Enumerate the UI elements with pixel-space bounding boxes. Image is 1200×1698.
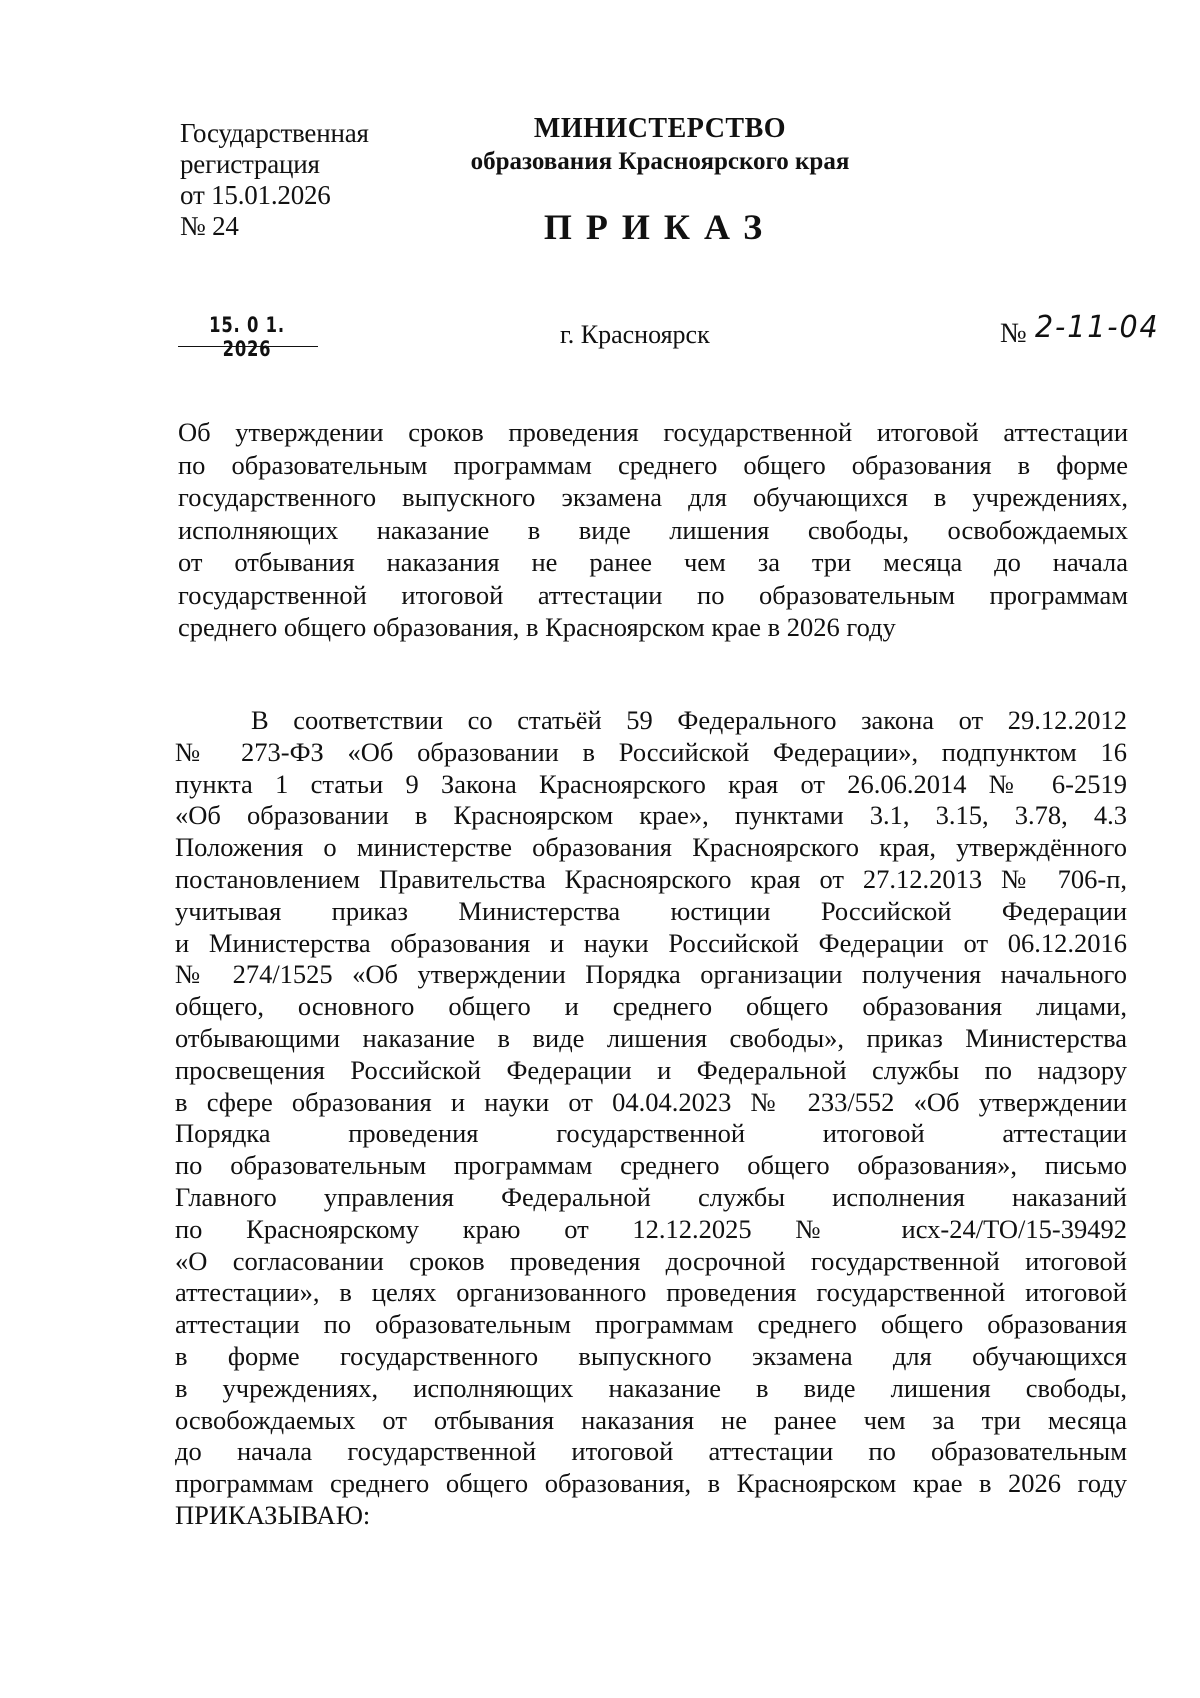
body-line: в форме государственного выпускного экзамена для обучающихся [175,1340,1127,1371]
body-line: по образовательным программам среднего общего образования», письмо [175,1150,1127,1181]
order-date: 15. 0 1. 2026 [209,313,285,361]
registration-line-4: № 24 [180,211,239,241]
body-line: учитывая приказ Министерства юстиции Российской Федерации [175,895,1127,926]
title-line: по образовательным программам среднего общего образования в форме [178,449,1128,480]
registration-line-2: регистрация [180,149,320,179]
body-line: № 273-ФЗ «Об образовании в Российской Федерации», подпунктом 16 [175,736,1127,767]
body-line: в учреждениях, исполняющих наказание в виде лишения свободы, [175,1372,1127,1403]
order-title [178,416,1128,644]
registration-block [180,118,369,242]
body-line: аттестации по образовательным программам среднего общего образования [175,1309,1127,1340]
ministry-name: МИНИСТЕРСТВО [533,113,787,144]
body-line: «О согласовании сроков проведения досрочной государственной итоговой [175,1245,1127,1276]
body-line: Положения о министерстве образования Красноярского края, утверждённого [175,832,1127,863]
body-line: до начала государственной итоговой аттестации по образовательным [175,1436,1127,1467]
order-body [175,705,1127,1532]
ministry-header [400,112,920,178]
body-line: постановлением Правительства Красноярского края от 27.12.2013 № 706-п, [175,863,1127,894]
city: г. Красноярск [560,320,710,349]
body-line: Порядка проведения государственной итоговой аттестации [175,1118,1127,1149]
title-line: государственной итоговой аттестации по образовательным программам [178,579,1128,610]
body-line: отбывающими наказание в виде лишения свободы», приказ Министерства [175,1022,1127,1053]
body-line: № 274/1525 «Об утверждении Порядка организации получения начального [175,959,1127,990]
ministry-subtitle: образования Красноярского края [470,148,850,175]
body-line: в сфере образования и науки от 04.04.2023 № 233/552 «Об утверждении [175,1086,1127,1117]
body-line: «Об образовании в Красноярском крае», пунктами 3.1, 3.15, 3.78, 4.3 [175,800,1127,831]
body-line: и Министерства образования и науки Российской Федерации от 06.12.2016 [175,927,1127,958]
title-line: среднего общего образования, в Красноярском крае в 2026 году [178,612,896,642]
body-line: аттестации», в целях организованного проведения государственной итоговой [175,1277,1127,1308]
title-line: от отбывания наказания не ранее чем за три месяца до начала [178,547,1128,577]
title-line: исполняющих наказание в виде лишения свободы, освобождаемых [178,514,1128,545]
body-line: В соответствии со статьёй 59 Федерального закона от 29.12.2012 [251,705,1127,735]
body-line: пункта 1 статьи 9 Закона Красноярского края от 26.06.2014 № 6-2519 [175,768,1127,799]
date-underline [178,346,318,347]
body-line: освобождаемых от отбывания наказания не ранее чем за три месяца [175,1404,1127,1435]
order-number: 2-11-04 [1035,310,1160,345]
registration-line-1: Государственная [180,118,369,148]
order-number-label: № [1000,318,1027,349]
body-line: просвещения Российской Федерации и Федеральной службы по надзору [175,1054,1127,1085]
body-line: программам среднего общего образования, в Красноярском крае в 2026 году [175,1468,1127,1499]
title-line: государственного выпускного экзамена для обучающихся в учреждениях, [178,482,1128,512]
document-type: ПРИКАЗ [543,207,777,247]
registration-line-3: от 15.01.2026 [180,180,331,210]
body-line: по Красноярскому краю от 12.12.2025 № исх-24/ТО/15-39492 [175,1213,1127,1244]
body-line: ПРИКАЗЫВАЮ: [175,1499,371,1530]
body-line: общего, основного общего и среднего общего образования лицами, [175,991,1127,1022]
title-line: Об утверждении сроков проведения государственной итоговой аттестации [178,417,1128,447]
body-line: Главного управления Федеральной службы исполнения наказаний [175,1181,1127,1212]
